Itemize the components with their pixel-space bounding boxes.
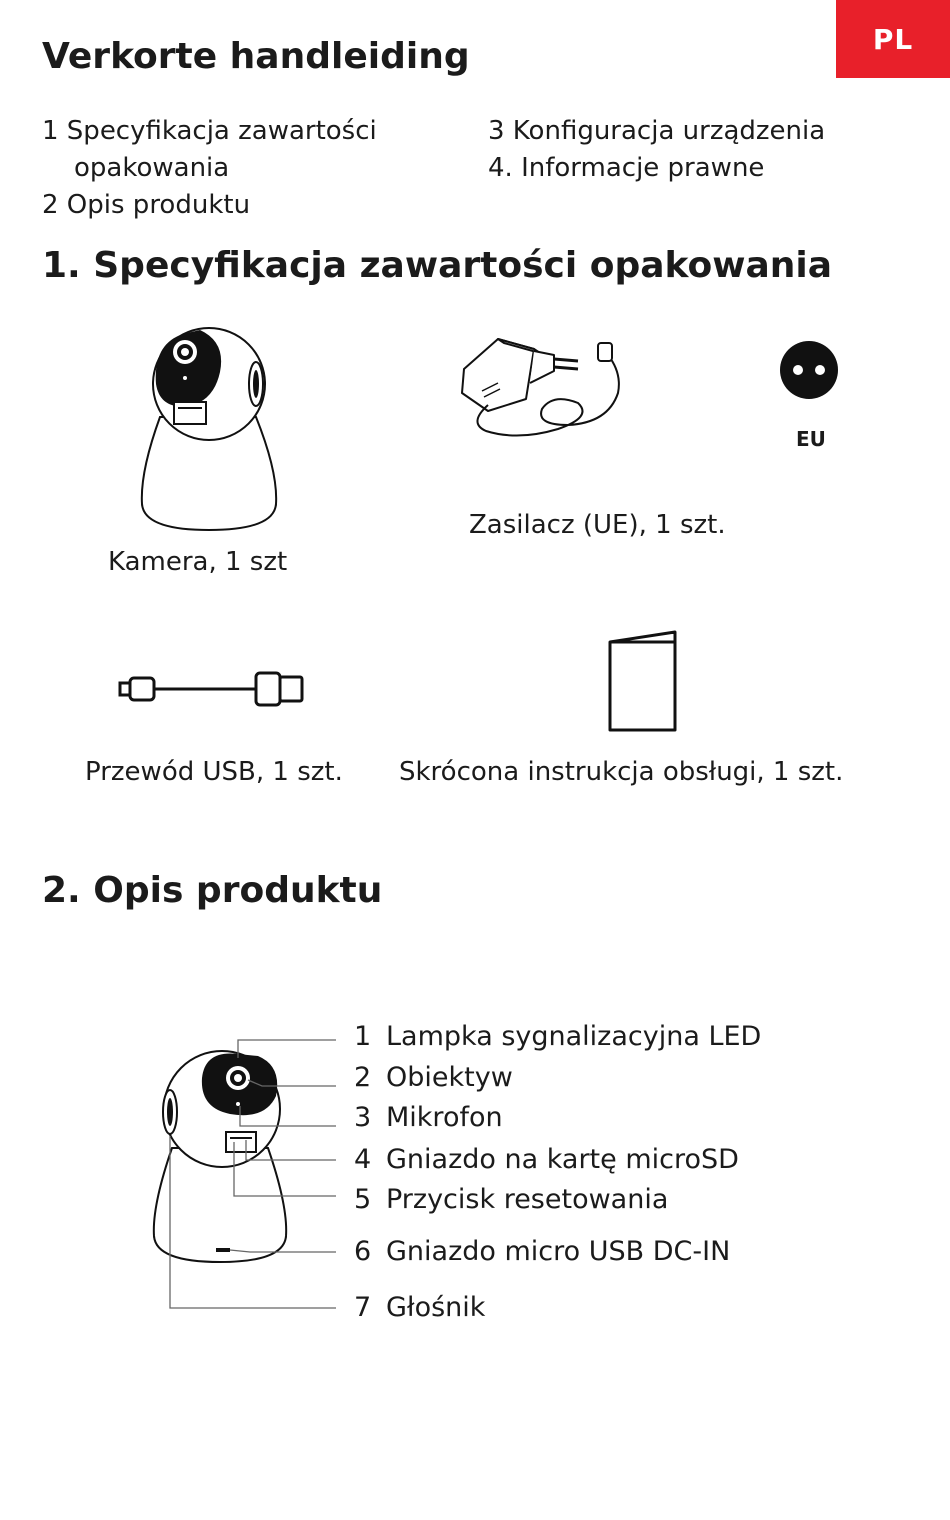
toc-column-1 (42, 113, 377, 224)
part-number: 7 (354, 1292, 372, 1323)
power-adapter-illustration (458, 333, 628, 443)
part-label: Przycisk resetowania (386, 1184, 669, 1215)
part-label: Głośnik (386, 1292, 486, 1323)
toc-item: opakowania (74, 153, 230, 183)
eu-plug-icon (780, 341, 840, 401)
section-1-title: 1. Specyfikacja zawartości opakowania (42, 245, 833, 286)
page-title: Verkorte handleiding (42, 36, 470, 77)
language-badge: PL (836, 0, 950, 78)
toc-item: 1 Specyfikacja zawartości (42, 116, 377, 146)
part-item-reset-button (354, 1184, 668, 1215)
part-number: 6 (354, 1236, 372, 1267)
part-label: Obiektyw (386, 1062, 513, 1093)
part-item-lens (354, 1062, 513, 1093)
camera-diagram (150, 1036, 340, 1316)
toc-column-2 (488, 113, 825, 187)
eu-plug-label: EU (796, 427, 826, 451)
part-item-usb-port (354, 1236, 730, 1267)
part-item-microsd-slot (354, 1144, 739, 1175)
caption-manual: Skrócona instrukcja obsługi, 1 szt. (399, 757, 844, 787)
part-number: 3 (354, 1102, 372, 1133)
caption-usb-cable: Przewód USB, 1 szt. (85, 757, 343, 787)
part-number: 2 (354, 1062, 372, 1093)
usb-cable-illustration (118, 670, 306, 710)
part-item-speaker (354, 1292, 485, 1323)
part-label: Lampka sygnalizacyjna LED (386, 1021, 762, 1052)
part-number: 5 (354, 1184, 372, 1215)
part-number: 1 (354, 1021, 372, 1052)
toc-item: 3 Konfiguracja urządzenia (488, 116, 826, 146)
toc-item: 2 Opis produktu (42, 190, 251, 220)
toc-item: 4. Informacje prawne (488, 153, 765, 183)
manual-booklet-illustration (607, 628, 679, 734)
caption-adapter: Zasilacz (UE), 1 szt. (469, 510, 726, 540)
part-label: Gniazdo na kartę microSD (386, 1144, 739, 1175)
section-2-title: 2. Opis produktu (42, 870, 383, 911)
part-label: Gniazdo micro USB DC-IN (386, 1236, 731, 1267)
part-item-microphone (354, 1102, 503, 1133)
caption-camera: Kamera, 1 szt (108, 547, 288, 577)
part-item-led (354, 1021, 761, 1052)
part-label: Mikrofon (386, 1102, 503, 1133)
camera-illustration (138, 322, 280, 532)
part-number: 4 (354, 1144, 372, 1175)
